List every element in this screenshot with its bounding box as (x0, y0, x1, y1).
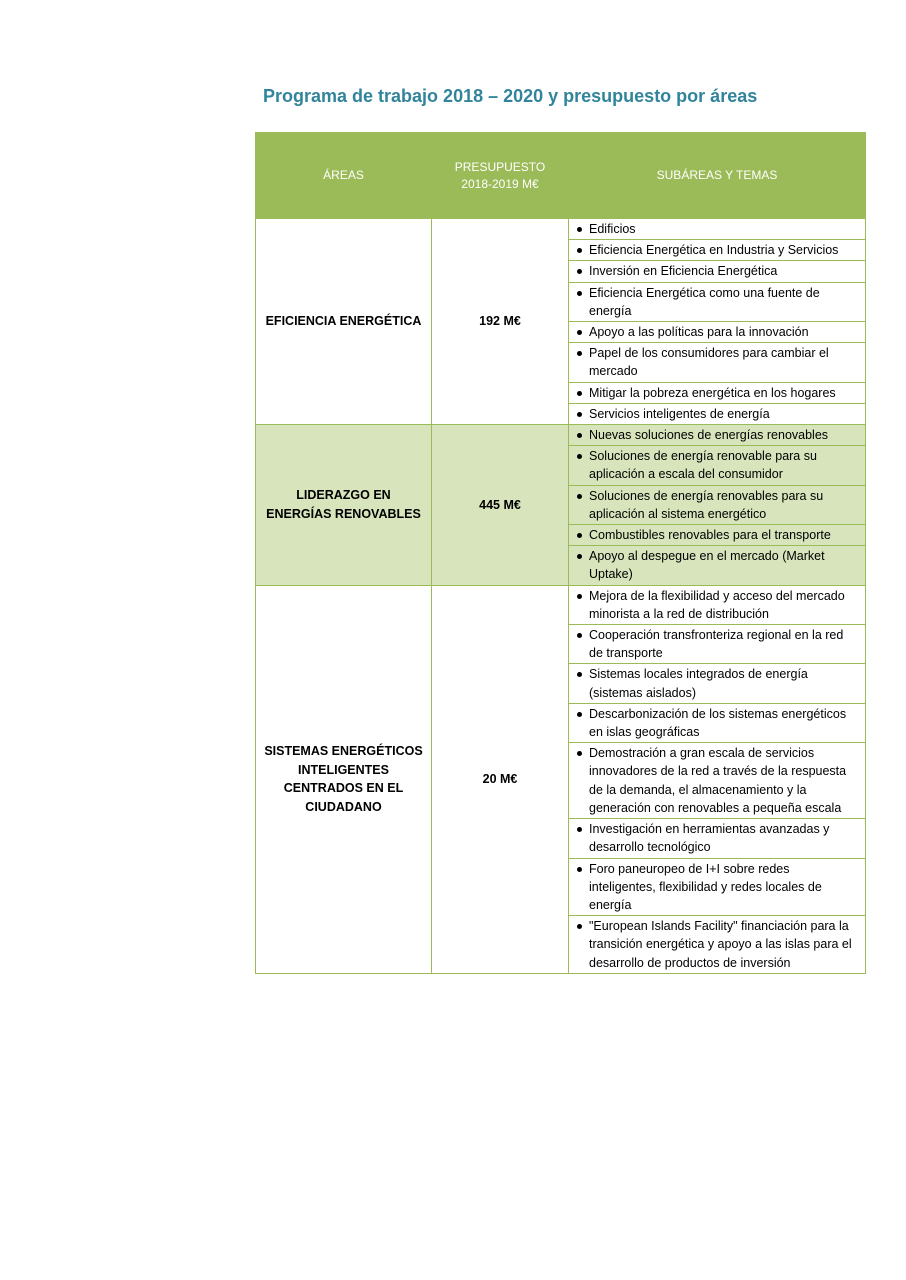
header-budget-line2: 2018-2019 M€ (461, 176, 539, 191)
subarea-item: Foro paneuropeo de I+I sobre redes inteligentes, flexibilidad y redes locales de energía (569, 858, 866, 916)
subarea-item: Edificios (569, 219, 866, 240)
program-table (255, 132, 866, 974)
budget-cell: 20 M€ (432, 585, 569, 973)
table-row (256, 585, 866, 624)
subarea-item: Papel de los consumidores para cambiar el mercado (569, 343, 866, 382)
header-budget-line1: PRESUPUESTO (454, 159, 546, 174)
header-subareas: SUBÁREAS Y TEMAS (569, 133, 866, 219)
subarea-item: Apoyo al despegue en el mercado (Market Uptake) (569, 546, 866, 585)
subarea-item: Demostración a gran escala de servicios innovadores de la red a través de la respuesta de la demanda, el almacenamiento y la generación con renovables a pequeña escala (569, 743, 866, 819)
subarea-item: Soluciones de energía renovables para su aplicación al sistema energético (569, 485, 866, 524)
subarea-item: Combustibles renovables para el transporte (569, 525, 866, 546)
area-cell: SISTEMAS ENERGÉTICOS INTELIGENTES CENTRADOS EN EL CIUDADANO (256, 585, 432, 973)
subarea-item: Inversión en Eficiencia Energética (569, 261, 866, 282)
subarea-item: Investigación en herramientas avanzadas y desarrollo tecnológico (569, 819, 866, 858)
header-budget (432, 133, 569, 219)
subarea-item: Apoyo a las políticas para la innovación (569, 322, 866, 343)
subarea-item: "European Islands Facility" financiación para la transición energética y apoyo a las islas para el desarrollo de productos de inversión (569, 916, 866, 974)
header-areas: ÁREAS (256, 133, 432, 219)
subarea-item: Servicios inteligentes de energía (569, 403, 866, 424)
budget-cell: 192 M€ (432, 219, 569, 425)
subarea-item: Eficiencia Energética en Industria y Servicios (569, 240, 866, 261)
table-row (256, 219, 866, 240)
subarea-item: Descarbonización de los sistemas energéticos en islas geográficas (569, 703, 866, 742)
subarea-item: Soluciones de energía renovable para su aplicación a escala del consumidor (569, 446, 866, 485)
subarea-item: Mitigar la pobreza energética en los hogares (569, 382, 866, 403)
table-header-row (256, 133, 866, 219)
subarea-item: Eficiencia Energética como una fuente de energía (569, 282, 866, 321)
area-cell: EFICIENCIA ENERGÉTICA (256, 219, 432, 425)
budget-cell: 445 M€ (432, 425, 569, 586)
page-title: Programa de trabajo 2018 – 2020 y presupuesto por áreas (263, 86, 758, 106)
table-row (256, 425, 866, 446)
area-cell: LIDERAZGO EN ENERGÍAS RENOVABLES (256, 425, 432, 586)
subarea-item: Cooperación transfronteriza regional en la red de transporte (569, 625, 866, 664)
subarea-item: Mejora de la flexibilidad y acceso del mercado minorista a la red de distribución (569, 585, 866, 624)
subarea-item: Sistemas locales integrados de energía (sistemas aislados) (569, 664, 866, 703)
subarea-item: Nuevas soluciones de energías renovables (569, 425, 866, 446)
